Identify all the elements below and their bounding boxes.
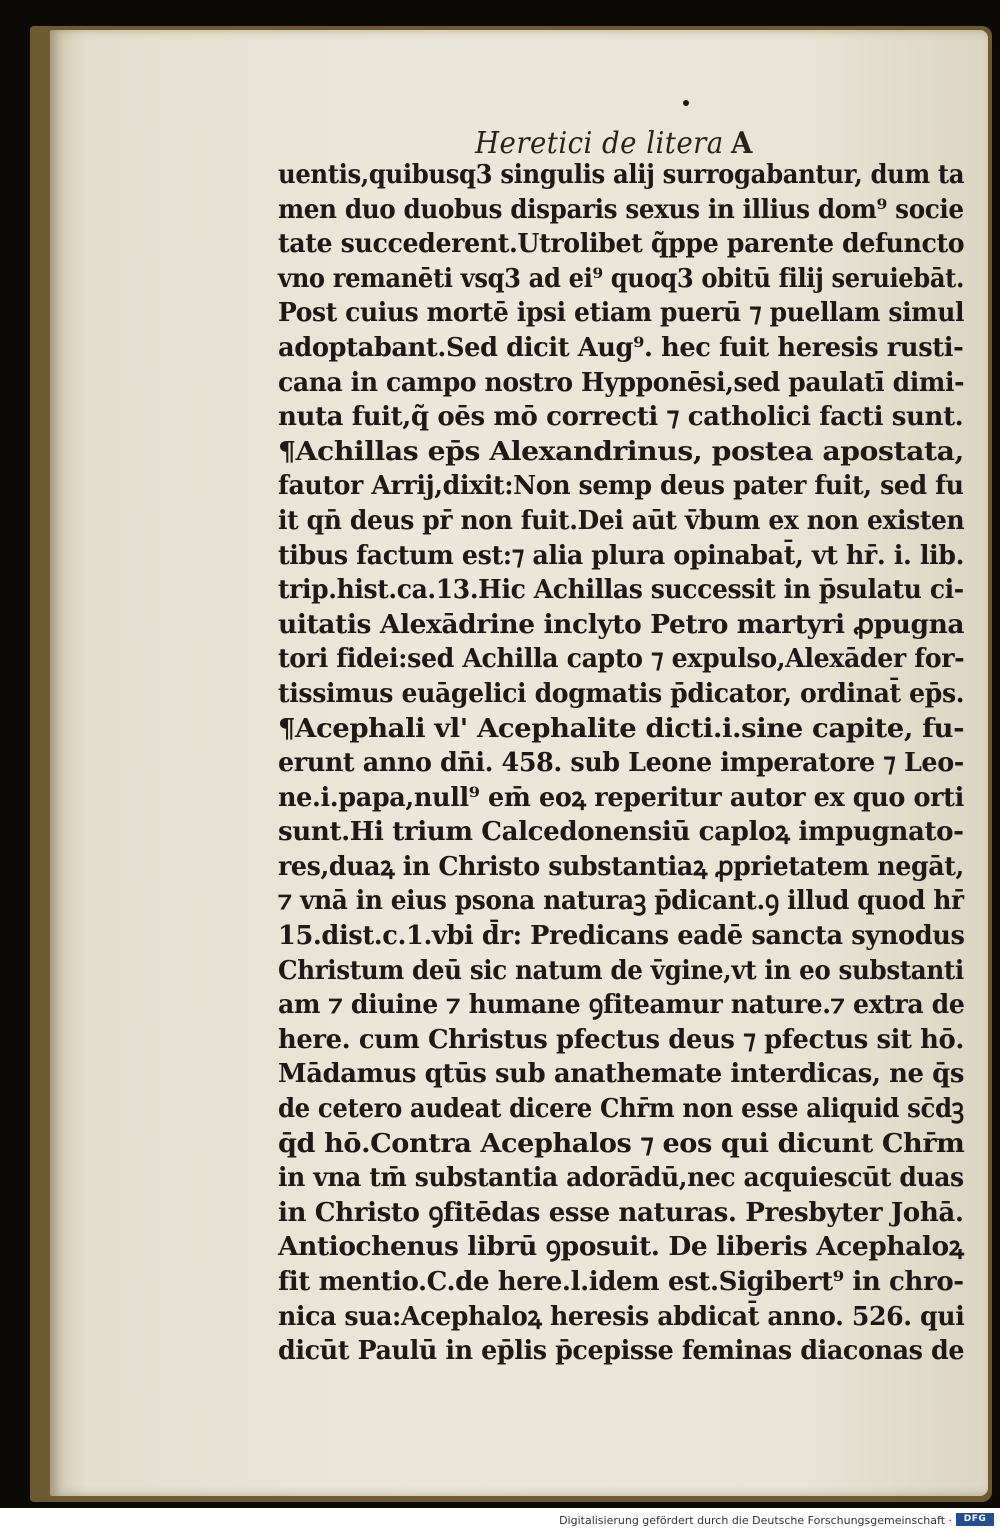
text-line: de cetero audeat dicere Chr̄m non esse aliquid sc̄dꝫ	[278, 1094, 964, 1125]
text-line: erunt anno dn̄i. 458. sub Leone imperatore ⁊ Leo-	[278, 748, 964, 779]
text-line: fautor Arrij,dixit:Non semp deus pater fuit, sed fu	[278, 471, 964, 502]
text-line: men duo duobus disparis sexus in illius dom⁹ socie	[278, 194, 964, 225]
text-line: am ⁊ diuine ⁊ humane ꝯfiteamur nature.⁊ extra de	[278, 990, 965, 1021]
text-line: tate succederent.Utrolibet q̃ppe parente defuncto	[278, 229, 965, 260]
text-line: Antiochenus librū ꝯposuit. De liberis Acephaloꝝ	[278, 1232, 964, 1263]
text-line: ¶Achillas ep̄s Alexandrinus, postea apostata,	[278, 436, 964, 467]
text-line: tori fidei:sed Achilla capto ⁊ expulso,Alexāder for-	[278, 644, 965, 675]
running-head	[475, 126, 753, 161]
text-line: cana in campo nostro Hypponēsi,sed paulatī dimi-	[278, 367, 965, 398]
text-line: in Christo ꝯfitēdas esse naturas. Presbyter Johā.	[278, 1197, 964, 1228]
text-line: res,duaꝝ in Christo substantiaꝝ ꝓprietatem negāt,	[278, 851, 964, 882]
footer-bar	[0, 1508, 1000, 1531]
page-mark	[683, 100, 689, 106]
signature-letter: A	[731, 126, 753, 161]
text-line: 15.dist.c.1.vbi d̄r: Predicans eadē sancta synodus	[278, 921, 965, 952]
running-head-text: Heretici de litera	[475, 126, 724, 161]
text-line: Mādamus qtūs sub anathemate interdicas, ne q̄s	[278, 1059, 965, 1090]
text-line: ne.i.papa,null⁹ em̄ eoꝝ reperitur autor ex quo orti	[278, 782, 964, 813]
body-text	[278, 158, 968, 1369]
text-line: q̄d hō.Contra Acephalos ⁊ eos qui dicunt Chr̄m	[278, 1128, 965, 1159]
text-line: fit mentio.C.de here.l.idem est.Sigibert⁹ in chro-	[278, 1267, 964, 1297]
dfg-logo: DFG	[956, 1513, 994, 1526]
text-line: trip.hist.ca.13.Hic Achillas successit in p̄sulatu ci-	[278, 575, 964, 606]
text-line: ¶Acephali vl' Acephalite dicti.i.sine capite, fu-	[278, 713, 965, 744]
text-line: uentis,quibusq3 singulis alij surrogabantur, dum ta	[278, 160, 965, 190]
text-line: here. cum Christus pfectus deus ⁊ pfectus sit hō.	[278, 1024, 964, 1055]
text-line: Post cuius mortē ipsi etiam puerū ⁊ puellam simul	[278, 298, 965, 329]
text-line: dicūt Paulū in ep̄lis p̄cepisse feminas diaconas de	[278, 1336, 965, 1367]
text-line: it qn̄ deus pr̄ non fuit.Dei aūt v̄bum ex non existen	[278, 505, 965, 536]
text-line: ⁊ vnā in eius psona naturaꝫ p̄dicant.ꝯ illud quod hr̄	[278, 886, 964, 917]
footer-credit: Digitalisierung gefördert durch die Deutsche Forschungsgemeinschaft ·	[559, 1514, 952, 1527]
text-line: Christum deū sic natum de v̄gine,vt in eo substanti	[278, 955, 964, 986]
text-line: tissimus euāgelici dogmatis p̄dicator, ordinat̄ ep̄s.	[278, 678, 965, 709]
text-line: sunt.Hi trium Calcedonensiū caploꝝ impugnato-	[278, 817, 964, 848]
text-line: uitatis Alexādrine inclyto Petro martyri ꝓpugna	[278, 609, 965, 640]
text-line: nuta fuit,q̃ oēs mō correcti ⁊ catholici facti sunt.	[278, 402, 964, 433]
text-line: in vna tm̄ substantia adorādū,nec acquiescūt duas	[278, 1163, 964, 1194]
text-line: tibus factum est:⁊ alia plura opinabat̄, vt hr̄. i. lib.	[278, 540, 965, 571]
text-line: vno remanēti vsq3 ad ei⁹ quoq3 obitū filij seruiebāt.	[278, 263, 965, 294]
text-line: adoptabant.Sed dicit Aug⁹. hec fuit heresis rusti-	[278, 332, 964, 363]
text-line: nica sua:Acephaloꝝ heresis abdicat̄ anno. 526. qui	[278, 1301, 965, 1332]
